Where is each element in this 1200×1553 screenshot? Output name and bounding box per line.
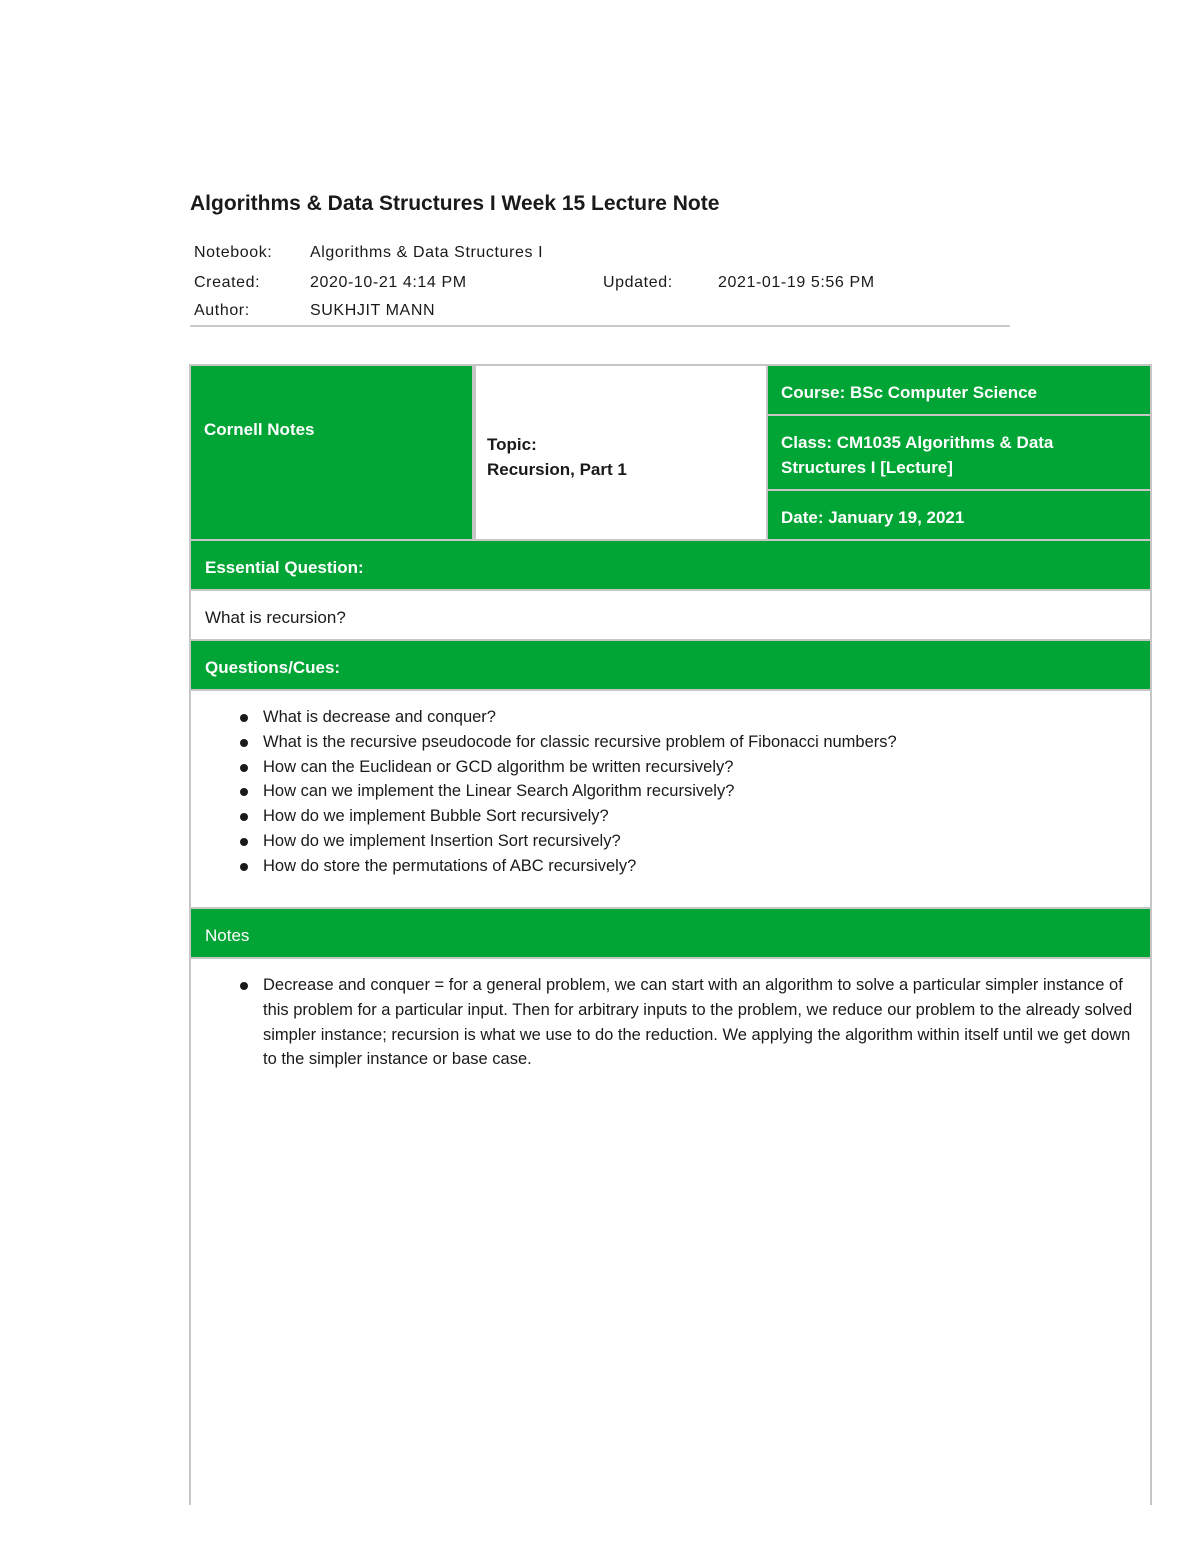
list-item — [263, 705, 1136, 730]
date-cell: Date: January 19, 2021 — [766, 489, 1152, 541]
question-text: How do we implement Bubble Sort recursively? — [263, 807, 609, 826]
author-value: SUKHJIT MANN — [310, 302, 436, 319]
meta-divider — [190, 325, 1010, 327]
question-text: How can the Euclidean or GCD algorithm be written recursively? — [263, 757, 734, 776]
class-cell: Class: CM1035 Algorithms & Data Structures I [Lecture] — [766, 414, 1152, 491]
topic-value: Recursion, Part 1 — [487, 460, 627, 479]
essential-question-heading: Essential Question: — [189, 539, 1152, 591]
list-item — [263, 779, 1136, 804]
bullet-icon — [240, 764, 248, 772]
list-item — [263, 854, 1136, 879]
list-item — [263, 804, 1136, 829]
bullet-icon — [240, 838, 248, 846]
question-text: How can we implement the Linear Search Algorithm recursively? — [263, 782, 735, 801]
cornell-notes-table — [189, 364, 1152, 1505]
notes-list — [191, 973, 1150, 1072]
questions-cues-heading: Questions/Cues: — [189, 639, 1152, 691]
list-item — [263, 829, 1136, 854]
topic-label: Topic: — [487, 435, 537, 454]
question-text: How do store the permutations of ABC recursively? — [263, 856, 637, 875]
course-cell: Course: BSc Computer Science — [766, 364, 1152, 416]
notebook-label: Notebook: — [194, 244, 273, 261]
notebook-value: Algorithms & Data Structures I — [310, 244, 544, 261]
bullet-icon — [240, 788, 248, 796]
bullet-icon — [240, 813, 248, 821]
list-item — [263, 730, 1136, 755]
bullet-icon — [240, 714, 248, 722]
created-value: 2020-10-21 4:14 PM — [310, 274, 467, 291]
author-label: Author: — [194, 302, 250, 319]
created-label: Created: — [194, 274, 261, 291]
question-text: What is the recursive pseudocode for classic recursive problem of Fibonacci numbers? — [263, 732, 897, 751]
note-text: Decrease and conquer = for a general problem, we can start with an algorithm to solve a particular simpler instance of this problem for a particular input. Then for arbitrary inputs to the problem, we reduce our problem to the already solved simpler instance; recursion is what we use to do the reduction. We applying the algorithm within itself until we get down to the simpler instance or base case. — [263, 976, 1133, 1069]
notes-body — [189, 957, 1152, 1505]
bullet-icon — [240, 863, 248, 871]
notes-heading: Notes — [189, 907, 1152, 959]
essential-question-text: What is recursion? — [189, 589, 1152, 641]
updated-label: Updated: — [603, 274, 673, 291]
cornell-notes-label: Cornell Notes — [189, 364, 474, 541]
bullet-icon — [240, 739, 248, 747]
document-title: Algorithms & Data Structures I Week 15 Lecture Note — [190, 192, 720, 215]
topic-cell — [474, 364, 768, 541]
question-text: How do we implement Insertion Sort recursively? — [263, 831, 621, 850]
questions-cues-body — [189, 689, 1152, 909]
question-text: What is decrease and conquer? — [263, 708, 496, 726]
bullet-icon — [240, 982, 248, 990]
list-item — [263, 973, 1136, 1072]
questions-list — [191, 705, 1150, 879]
updated-value: 2021-01-19 5:56 PM — [718, 274, 875, 291]
list-item — [263, 755, 1136, 780]
